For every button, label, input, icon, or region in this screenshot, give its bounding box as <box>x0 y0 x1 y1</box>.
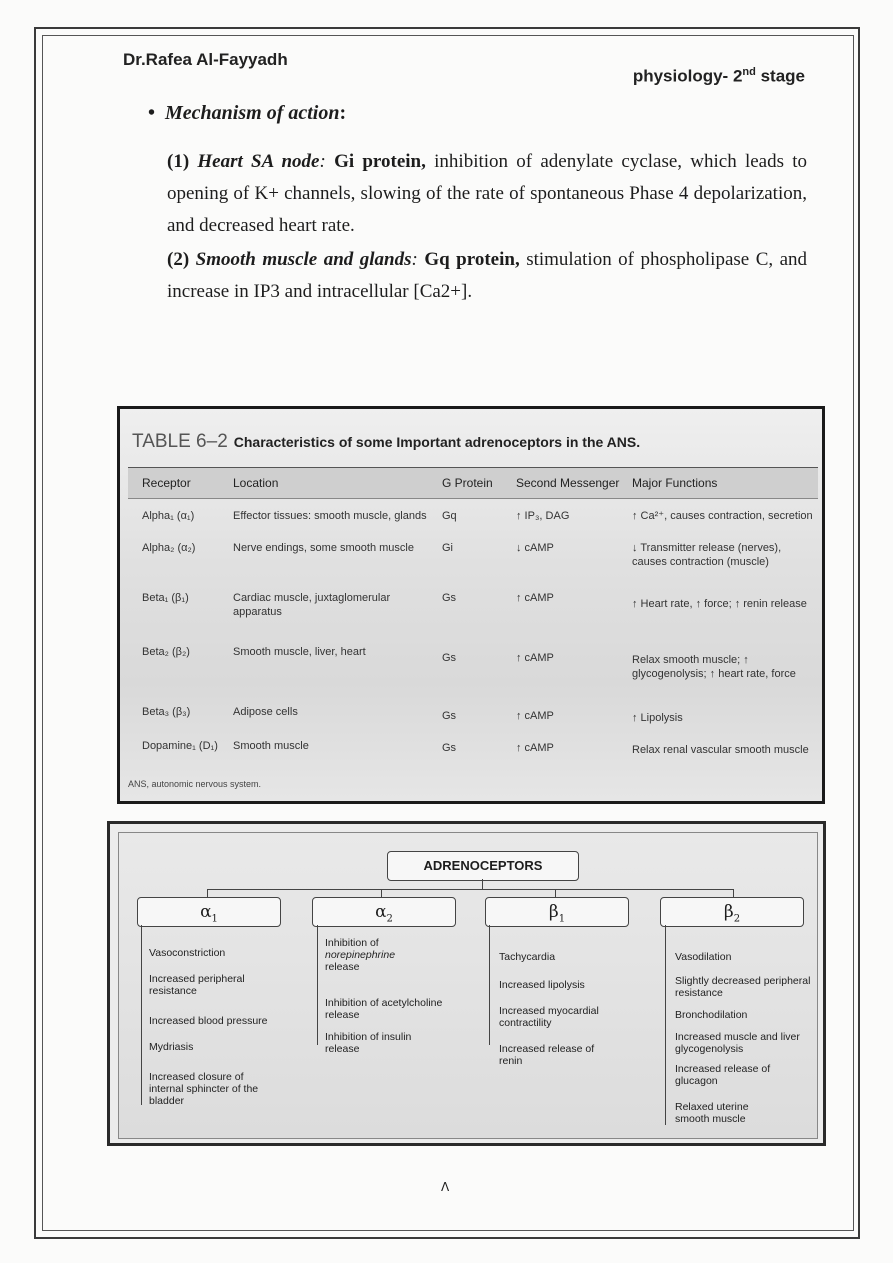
connector <box>317 925 318 1045</box>
receptor-beta1: $\beta_1$ <box>485 897 629 927</box>
cell-location: Nerve endings, some smooth muscle <box>233 542 414 554</box>
cell-second-messenger: ↑ cAMP <box>516 592 554 604</box>
cell-major-functions: ↑ Ca²⁺, causes contraction, secretion <box>632 510 813 522</box>
cell-location: Smooth muscle, liver, heart <box>233 646 366 658</box>
effect-item: Increased closure of internal sphincter of the bladder <box>149 1071 259 1107</box>
cell-location: Cardiac muscle, juxtaglomerular apparatus <box>233 592 391 618</box>
receptor-alpha1: $\alpha_1$ <box>137 897 281 927</box>
cell-second-messenger: ↑ cAMP <box>516 742 554 754</box>
effect-item: Bronchodilation <box>675 1009 748 1021</box>
effect-item: Mydriasis <box>149 1041 194 1053</box>
adrenoceptor-table <box>117 406 825 804</box>
effect-item: Inhibition of norepinephrine release <box>325 937 396 973</box>
author-name: Dr.Rafea Al-Fayyadh <box>123 50 288 69</box>
cell-major-functions: ↓ Transmitter release (nerves), causes contraction (muscle) <box>632 542 782 568</box>
diagram-panel <box>118 832 818 1139</box>
effect-item: Increased myocardial contractility <box>499 1005 599 1029</box>
course-label: physiology- 2nd stage <box>632 66 805 86</box>
connector <box>665 925 666 1125</box>
connector <box>482 879 483 889</box>
section-heading: • Mechanism of action: <box>148 102 347 124</box>
cell-g-protein: Gs <box>442 742 457 754</box>
cell-second-messenger: ↓ cAMP <box>516 542 554 554</box>
cell-g-protein: Gs <box>442 652 457 664</box>
cell-location: Effector tissues: smooth muscle, glands <box>233 510 427 522</box>
cell-receptor: Beta₂ (β₂) <box>142 646 190 658</box>
cell-g-protein: Gi <box>442 542 453 554</box>
header-receptor: Receptor <box>142 476 191 490</box>
connector <box>207 889 208 897</box>
header-major-functions: Major Functions <box>632 476 718 490</box>
connector <box>207 889 733 890</box>
cell-second-messenger: ↑ IP₃, DAG <box>516 510 570 522</box>
effect-item: Increased muscle and liver glycogenolysis <box>675 1031 800 1055</box>
effect-item: Increased release of glucagon <box>675 1063 771 1087</box>
page-number: Λ <box>441 1180 450 1194</box>
effect-item: Tachycardia <box>499 951 556 963</box>
cell-g-protein: Gq <box>442 510 457 522</box>
adrenoceptor-diagram <box>107 821 826 1146</box>
table-header <box>128 467 818 499</box>
cell-location: Adipose cells <box>233 706 298 718</box>
table-footnote: ANS, autonomic nervous system. <box>128 779 262 789</box>
effect-item: Increased peripheral resistance <box>149 973 245 997</box>
effect-item: Relaxed uterine smooth muscle <box>675 1101 749 1125</box>
cell-major-functions: ↑ Lipolysis <box>632 712 683 724</box>
effect-item: Vasoconstriction <box>149 947 226 959</box>
connector <box>489 925 490 1045</box>
cell-major-functions: ↑ Heart rate, ↑ force; ↑ renin release <box>632 598 807 610</box>
cell-receptor: Dopamine₁ (D₁) <box>142 740 218 752</box>
mechanism-item-2: (2) Smooth muscle and glands: Gq protein, stimulation of phospholipase C, and increase in IP3 and intracellular [Ca2+]. <box>167 249 808 302</box>
effect-item: Increased release of renin <box>499 1043 595 1067</box>
effect-item: Slightly decreased peripheral resistance <box>675 975 811 999</box>
cell-receptor: Alpha₂ (α₂) <box>142 542 196 554</box>
receptor-alpha2: $\alpha_2$ <box>312 897 456 927</box>
cell-receptor: Beta₁ (β₁) <box>142 592 189 604</box>
effect-item: Inhibition of acetylcholine release <box>325 997 443 1021</box>
cell-second-messenger: ↑ cAMP <box>516 652 554 664</box>
connector <box>733 889 734 897</box>
diagram-root: ADRENOCEPTORS <box>387 851 579 881</box>
header-second-messenger: Second Messenger <box>516 476 620 490</box>
effect-item: Vasodilation <box>675 951 732 963</box>
bullet-icon: • <box>148 102 156 124</box>
effect-item: Inhibition of insulin release <box>325 1031 412 1055</box>
mechanism-text <box>167 146 807 310</box>
header-location: Location <box>233 476 279 490</box>
table-title: TABLE 6–2 Characteristics of some Important adrenoceptors in the ANS. <box>132 431 641 452</box>
receptor-beta2: $\beta_2$ <box>660 897 804 927</box>
cell-second-messenger: ↑ cAMP <box>516 710 554 722</box>
cell-g-protein: Gs <box>442 592 457 604</box>
cell-major-functions: Relax smooth muscle; ↑ glycogenolysis; ↑ heart rate, force <box>632 654 796 680</box>
cell-receptor: Beta₃ (β₃) <box>142 706 191 718</box>
effect-item: Increased lipolysis <box>499 979 585 991</box>
cell-g-protein: Gs <box>442 710 457 722</box>
connector <box>555 889 556 897</box>
cell-major-functions: Relax renal vascular smooth muscle <box>632 744 809 756</box>
connector <box>141 925 142 1105</box>
effect-item: Increased blood pressure <box>149 1015 268 1027</box>
connector <box>381 889 382 897</box>
header-g-protein: G Protein <box>442 476 493 490</box>
mechanism-item-1: (1) Heart SA node: Gi protein, inhibition of adenylate cyclase, which leads to opening of K+ channels, slowing of the rate of spontaneous Phase 4 depolarization, and decreased heart rate. <box>167 151 808 236</box>
cell-location: Smooth muscle <box>233 740 309 752</box>
cell-receptor: Alpha₁ (α₁) <box>142 510 195 522</box>
